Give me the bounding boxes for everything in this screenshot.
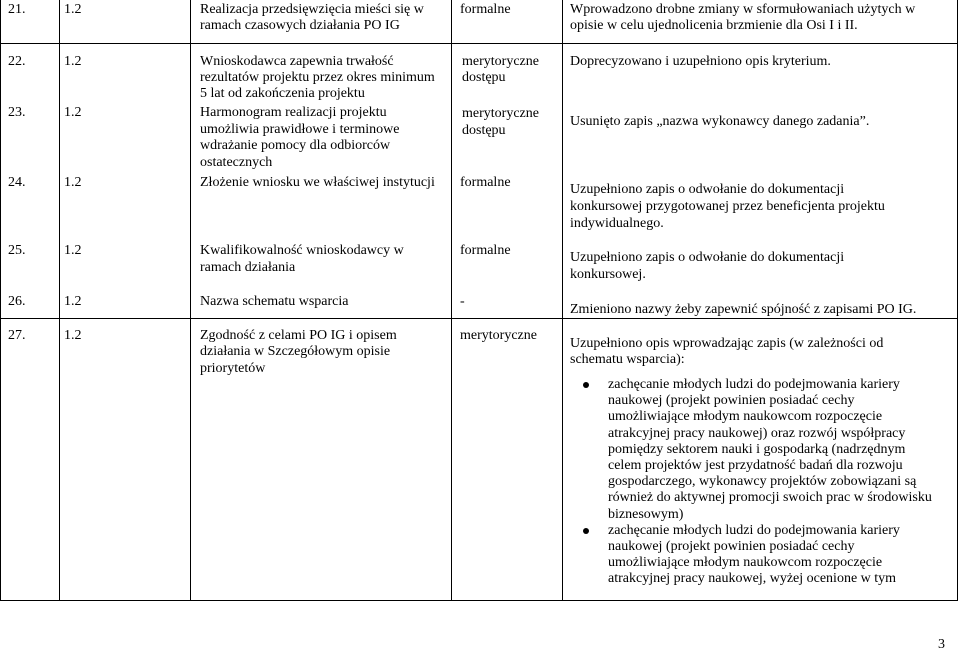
change-line: konkursowej. [570,267,646,282]
criterion-type: - [460,294,465,309]
change-line: Uzupełniono zapis o odwołanie do dokumentacji [570,250,845,265]
table-border-bottom [0,600,958,601]
list-item [572,523,932,588]
row-version: 1.2 [64,243,82,258]
change-line: konkursowej przygotowanej przez beneficjenta projektu [570,199,885,214]
list-item-line: celem projektów jest przydatność badań dla rozwoju [608,458,903,474]
criterion-type: dostępu [462,70,506,85]
criterion-line: umożliwia prawidłowe i terminowe [200,122,400,137]
row-number: 23. [8,105,26,120]
table-divider-change [562,0,563,601]
table-border-left [0,0,1,601]
row-version: 1.2 [64,294,82,309]
criterion-line: ramach czasowych działania PO IG [200,18,400,33]
list-item-line: zachęcanie młodych ludzi do podejmowania kariery [608,522,900,538]
criterion-type: formalne [460,175,511,190]
criterion-type: formalne [460,2,511,17]
row-version: 1.2 [64,175,82,190]
criterion-line: Kwalifikowalność wnioskodawcy w [200,243,404,258]
list-item-line: atrakcyjnej pracy naukowej) oraz rozwój współpracy [608,425,906,441]
change-line: indywidualnego. [570,216,664,231]
bullet-icon [583,382,589,388]
list-item-line: również do aktywnej promocji swoich prac w środowisku [608,490,932,506]
row-number: 25. [8,243,26,258]
row-number: 24. [8,175,26,190]
change-line: Uzupełniono zapis o odwołanie do dokumentacji [570,182,845,197]
change-line: opisie w celu ujednolicenia brzmienie dla Osi I i II. [570,18,858,33]
list-item-line: atrakcyjnej pracy naukowej, wyżej ocenione w tym [608,571,897,587]
criterion-line: wdrażanie pomocy dla odbiorców [200,138,391,153]
change-line: schematu wsparcia): [570,352,685,367]
criterion-line: ramach działania [200,260,296,275]
change-line: Usunięto zapis „nazwa wykonawcy danego zadania”. [570,114,870,129]
table-divider-lp [59,0,60,601]
criterion-type: merytoryczne [462,106,539,121]
page-number: 3 [938,637,945,652]
row-number: 21. [8,2,26,17]
table-border-right [957,0,958,601]
list-item-line: gospodarczego, wykonawcy projektów zobowiązani są [608,474,917,490]
criterion-line: Zgodność z celami PO IG i opisem [200,328,397,343]
list-item-line: biznesowym) [608,506,684,522]
list-item-line: umożliwiające młodym naukowcom rozpoczęcie [608,555,883,571]
row-number: 26. [8,294,26,309]
change-line: Wprowadzono drobne zmiany w sformułowaniach użytych w [570,2,916,17]
criterion-type: formalne [460,243,511,258]
list-item-line: pomiędzy sektorem nauki i gospodarką (nadrzędnym [608,441,906,457]
criterion-line: Złożenie wniosku we właściwej instytucji [200,175,435,190]
criterion-line: rezultatów projektu przez okres minimum [200,70,435,85]
bullet-list [572,377,932,588]
criterion-line: działania w Szczegółowym opisie [200,344,391,359]
bullet-icon [583,528,589,534]
row-divider [0,43,958,44]
table-divider-type [451,0,452,601]
criterion-line: ostatecznych [200,155,273,170]
criterion-line: Harmonogram realizacji projektu [200,105,387,120]
row-number: 27. [8,328,26,343]
change-line: Uzupełniono opis wprowadzając zapis (w zależności od [570,336,884,351]
list-item [572,377,932,523]
criterion-line: priorytetów [200,361,266,376]
criterion-type: dostępu [462,123,506,138]
criterion-type: merytoryczne [460,328,537,343]
row-version: 1.2 [64,105,82,120]
criterion-line: Nazwa schematu wsparcia [200,294,349,309]
criterion-line: Realizacja przedsięwzięcia mieści się w [200,2,424,17]
criterion-type: merytoryczne [462,54,539,69]
criterion-line: Wnioskodawca zapewnia trwałość [200,54,394,69]
list-item-line: naukowej (projekt powinien posiadać cechy [608,393,855,409]
change-line: Doprecyzowano i uzupełniono opis kryterium. [570,54,831,69]
change-line: Zmieniono nazwy żeby zapewnić spójność z zapisami PO IG. [570,302,917,317]
row-version: 1.2 [64,54,82,69]
table-divider-criterion [190,0,191,601]
row-number: 22. [8,54,26,69]
row-version: 1.2 [64,2,82,17]
criterion-line: 5 lat od zakończenia projektu [200,86,365,101]
list-item-line: naukowej (projekt powinien posiadać cechy [608,539,855,555]
row-version: 1.2 [64,328,82,343]
list-item-line: umożliwiające młodym naukowcom rozpoczęcie [608,409,883,425]
list-item-line: zachęcanie młodych ludzi do podejmowania kariery [608,377,900,392]
